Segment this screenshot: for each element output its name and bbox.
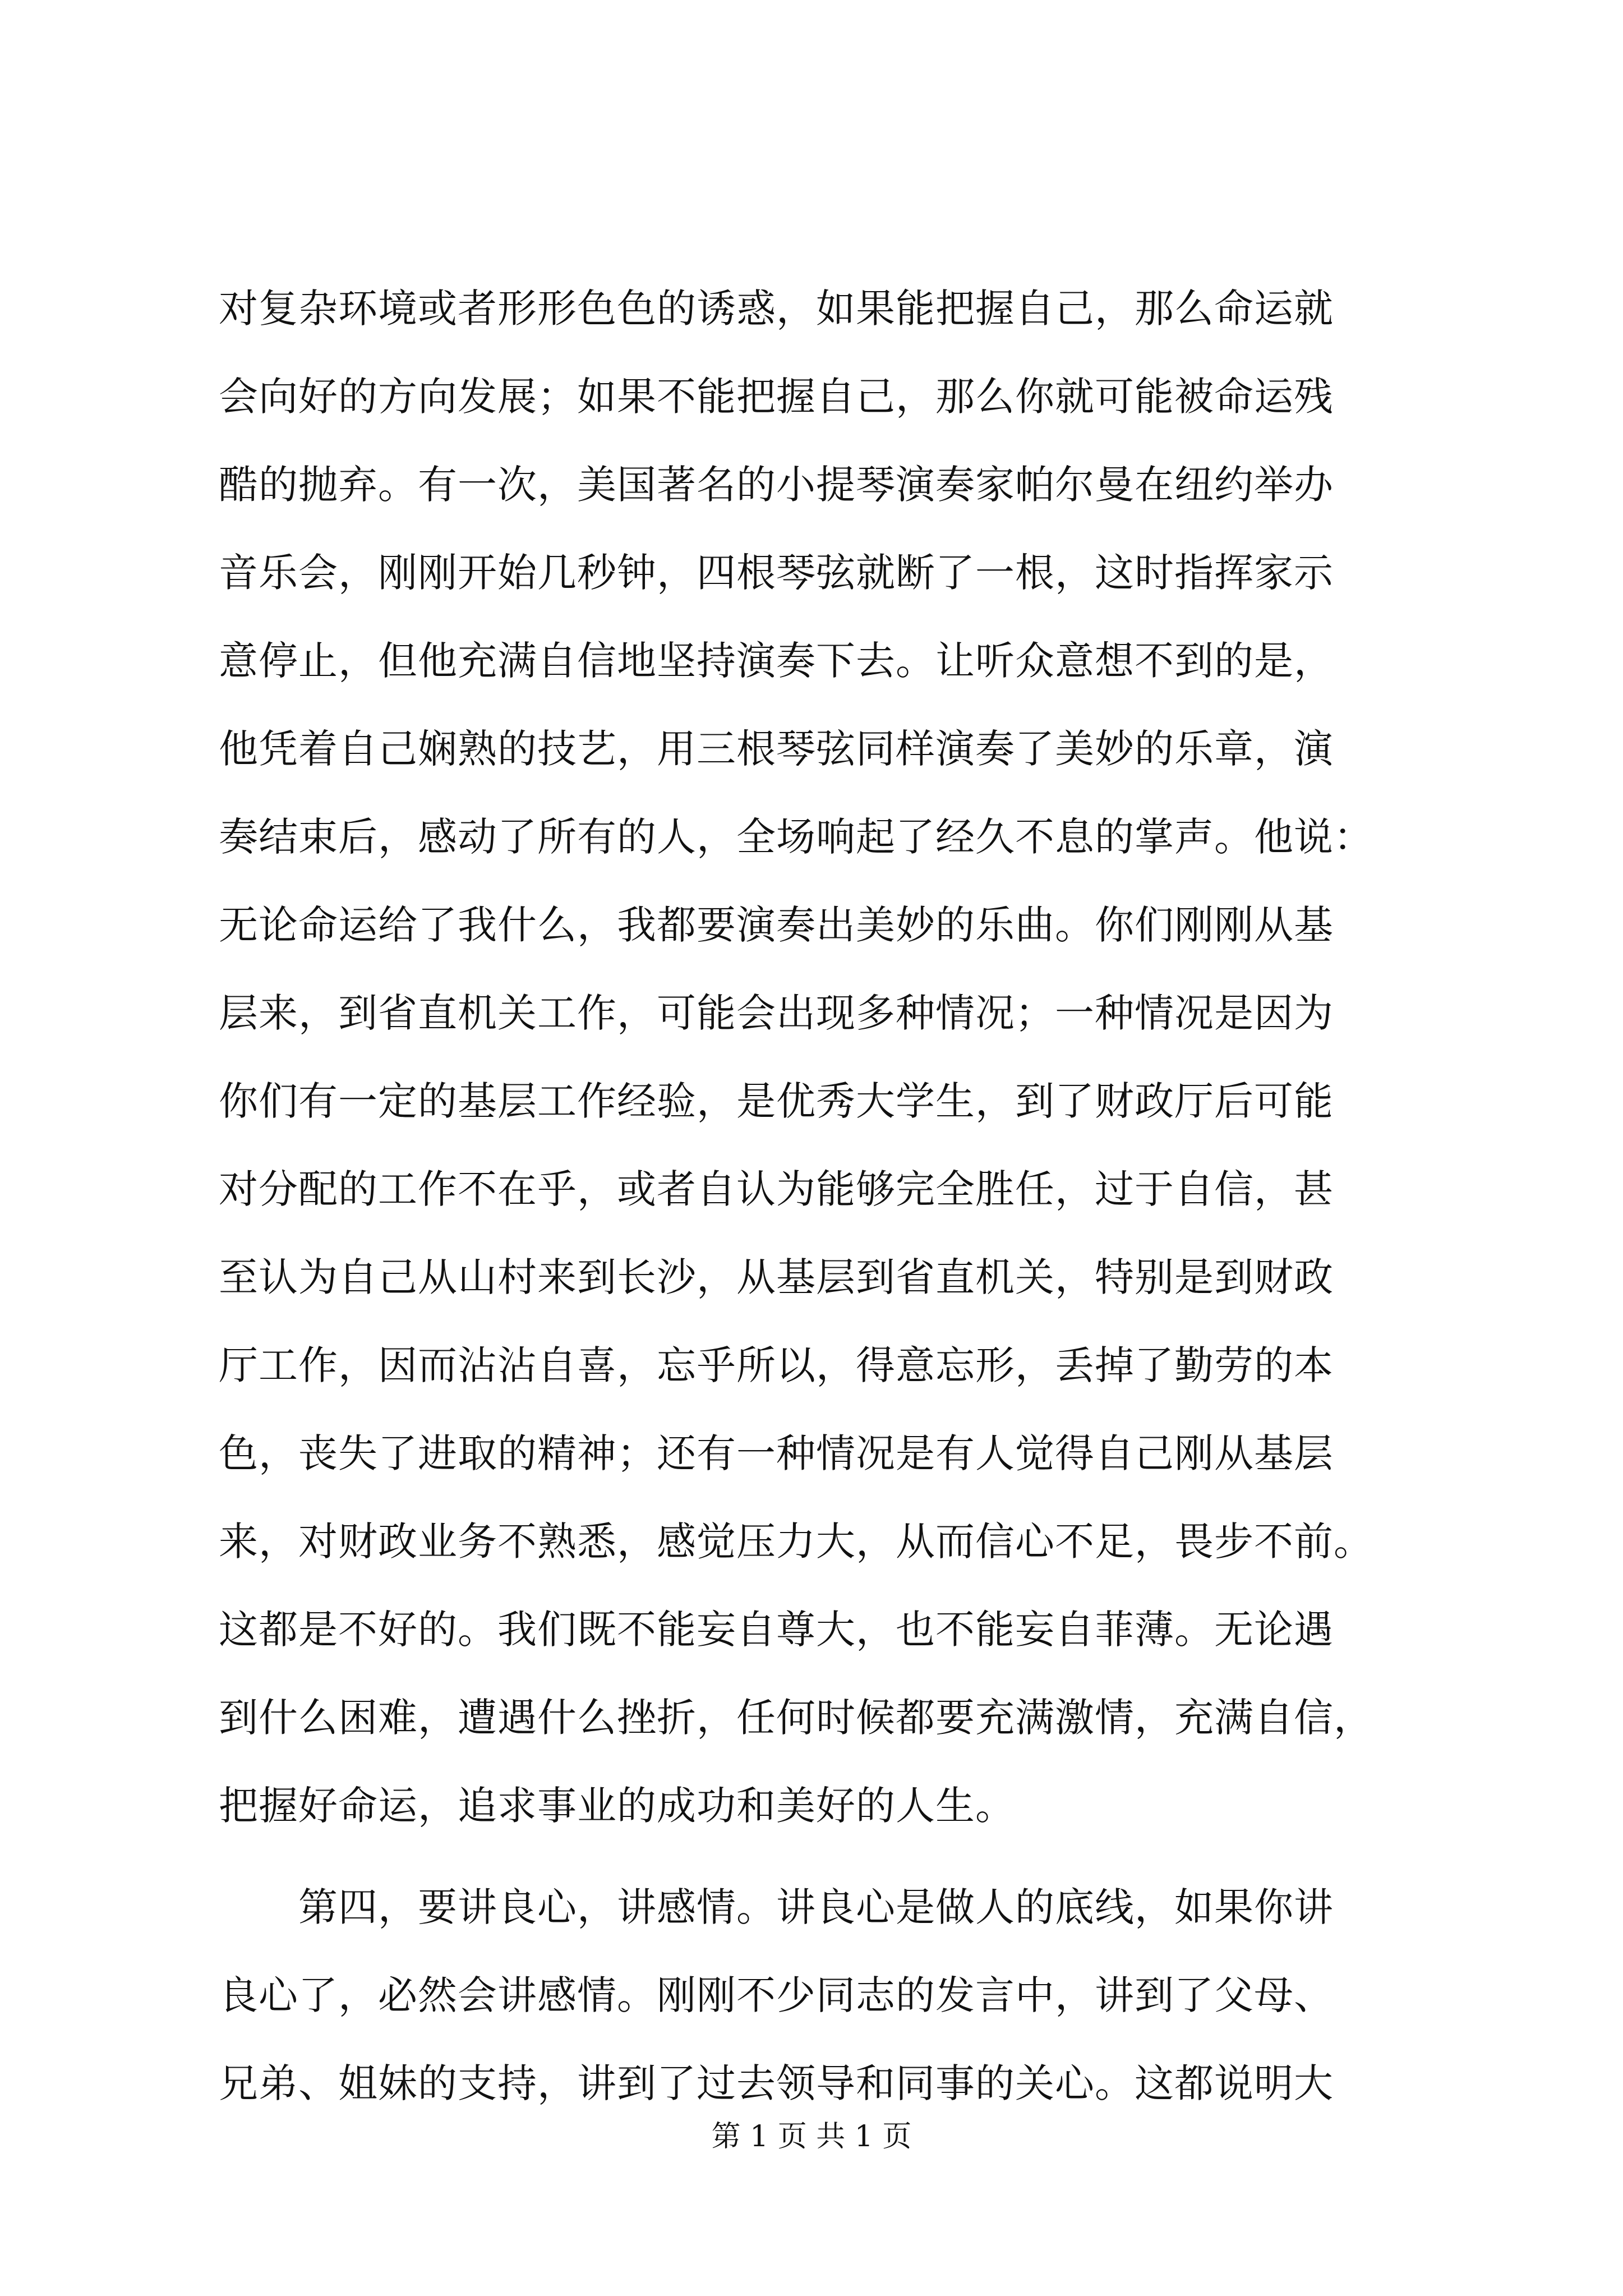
text-line: 厅工作，因而沾沾自喜，忘乎所以，得意忘形，丢掉了勤劳的本 (219, 1342, 1334, 1388)
text-line: 音乐会，刚刚开始几秒钟，四根琴弦就断了一根，这时指挥家示 (219, 550, 1334, 596)
text-line: 第四，要讲良心，讲感情。讲良心是做人的底线，如果你讲 (219, 1884, 1334, 1930)
text-line: 层来，到省直机关工作，可能会出现多种情况；一种情况是因为 (219, 990, 1334, 1036)
text-line: 会向好的方向发展；如果不能把握自己，那么你就可能被命运残 (219, 374, 1334, 420)
text-line: 来，对财政业务不熟悉，感觉压力大，从而信心不足，畏步不前。 (219, 1519, 1373, 1565)
text-line: 到什么困难，遭遇什么挫折，任何时候都要充满激情，充满自信， (219, 1695, 1373, 1741)
page-footer: 第 1 页 共 1 页 (711, 2120, 912, 2154)
text-line: 奏结束后，感动了所有的人，全场响起了经久不息的掌声。他说： (219, 814, 1373, 860)
body-text (219, 265, 1413, 2128)
text-line: 兄弟、姐妹的支持，讲到了过去领导和同事的关心。这都说明大 (219, 2060, 1334, 2106)
paragraph-gap (219, 1850, 1413, 1864)
text-line: 无论命运给了我什么，我都要演奏出美妙的乐曲。你们刚刚从基 (219, 902, 1334, 948)
text-line: 这都是不好的。我们既不能妄自尊大，也不能妄自菲薄。无论遇 (219, 1607, 1334, 1653)
text-line: 他凭着自己娴熟的技艺，用三根琴弦同样演奏了美妙的乐章，演 (219, 726, 1334, 772)
text-line: 意停止，但他充满自信地坚持演奏下去。让听众意想不到的是， (219, 638, 1334, 684)
text-line: 对分配的工作不在乎，或者自认为能够完全胜任，过于自信，甚 (219, 1166, 1334, 1212)
text-line: 把握好命运，追求事业的成功和美好的人生。 (219, 1783, 1015, 1829)
text-line: 良心了，必然会讲感情。刚刚不少同志的发言中，讲到了父母、 (219, 1972, 1334, 2018)
text-line: 对复杂环境或者形形色色的诱惑，如果能把握自己，那么命运就 (219, 286, 1334, 332)
text-line: 你们有一定的基层工作经验，是优秀大学生，到了财政厅后可能 (219, 1078, 1334, 1124)
text-line: 酷的抛弃。有一次，美国著名的小提琴演奏家帕尔曼在纽约举办 (219, 462, 1334, 508)
text-line: 至认为自己从山村来到长沙，从基层到省直机关，特别是到财政 (219, 1254, 1334, 1300)
text-line: 色，丧失了进取的精神；还有一种情况是有人觉得自己刚从基层 (219, 1430, 1334, 1476)
